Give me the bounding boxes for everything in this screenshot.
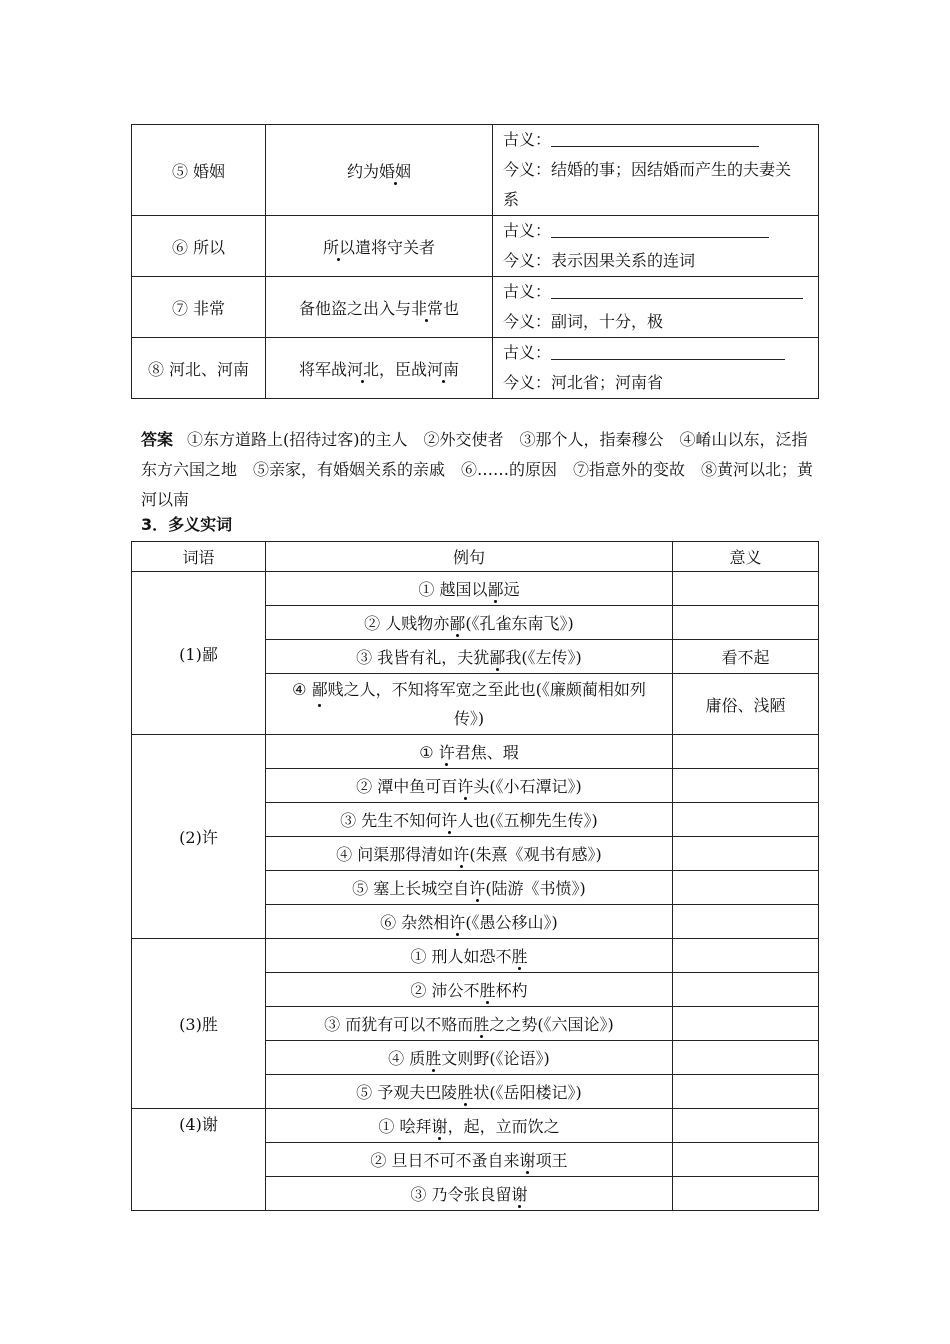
example-text: 沛公不: [431, 981, 480, 1000]
meaning-cell: [493, 125, 819, 216]
item-number: ③: [356, 648, 373, 667]
item-number: ④: [388, 1049, 405, 1068]
emphasized-word: 所以: [323, 235, 355, 258]
example-text: 予观夫巴陵: [377, 1083, 458, 1102]
item-number: ④: [292, 680, 307, 699]
example-text: 贱之人，不知将军宽之至此也(《廉颇蔺相如列: [327, 680, 646, 699]
modern-label: 今义：: [503, 251, 552, 270]
header-word: 词语: [132, 542, 266, 572]
word-cell: (3)胜: [132, 939, 266, 1109]
table-row: [132, 277, 819, 338]
emphasized-word: 鄙: [489, 645, 505, 668]
example-cell: [266, 837, 673, 871]
example-cell: [266, 939, 673, 973]
word-cell: ⑤ 婚姻: [132, 125, 266, 216]
example-text: 备他盗之出入与: [298, 298, 411, 318]
example-cell: [266, 803, 673, 837]
example-text: 而犹有可以不赂而: [345, 1015, 474, 1034]
modern-meaning: 河北省；河南省: [551, 373, 664, 392]
emphasized-word: 许: [469, 876, 485, 899]
example-text: 哙拜: [399, 1117, 432, 1136]
item-number: ②: [356, 777, 373, 796]
ancient-label: 古义：: [503, 343, 552, 362]
example-cell: [266, 1109, 673, 1143]
table-row: [132, 1109, 819, 1143]
example-text: 越国以: [439, 580, 488, 599]
answer-blank: [551, 221, 769, 238]
table-row: [132, 735, 819, 769]
emphasized-word: 鄙: [488, 577, 504, 600]
example-cell: [266, 871, 673, 905]
example-text: 刑人如恐不: [431, 947, 512, 966]
example-text: 约为: [346, 161, 379, 181]
item-number: ②: [410, 981, 427, 1000]
item-number: ③: [410, 1185, 427, 1204]
example-text: 文则野(《论语》): [441, 1049, 550, 1068]
emphasized-word: 谢: [520, 1148, 536, 1171]
modern-meaning: 表示因果关系的连词: [551, 251, 696, 270]
item-number: ⑥: [380, 913, 397, 932]
meaning-cell: [673, 871, 819, 905]
example-text: 杯杓: [495, 981, 528, 1000]
ancient-modern-meaning-table: [131, 124, 819, 399]
example-cell: [266, 216, 493, 277]
word-cell: ⑦ 非常: [132, 277, 266, 338]
header-example: 例句: [266, 542, 673, 572]
meaning-cell: [673, 769, 819, 803]
example-cell: [266, 1007, 673, 1041]
word-cell: (2)许: [132, 735, 266, 939]
example-text: 项王: [535, 1151, 568, 1170]
ancient-label: 古义：: [503, 221, 552, 240]
example-cell: [266, 125, 493, 216]
example-text: 质: [409, 1049, 426, 1068]
example-text: 我(《左传》): [505, 648, 582, 667]
ancient-label: 古义：: [503, 130, 552, 149]
ancient-label: 古义：: [503, 282, 552, 301]
example-text: 问渠那得清如: [357, 845, 454, 864]
modern-meaning-line: [503, 246, 818, 276]
example-cell: [266, 606, 673, 640]
modern-label: 今义：: [503, 312, 552, 331]
meaning-cell: [673, 939, 819, 973]
item-number: ⑤: [352, 879, 369, 898]
meaning-cell: [673, 803, 819, 837]
example-cell: [266, 973, 673, 1007]
example-text: 传》): [453, 709, 485, 728]
meaning-cell: [673, 973, 819, 1007]
modern-meaning: 副词，十分，极: [551, 312, 664, 331]
item-number: ①: [410, 947, 427, 966]
answer-paragraph: [141, 425, 821, 515]
answer-label: 答案: [141, 430, 174, 449]
meaning-cell: [673, 1177, 819, 1211]
emphasized-word: 谢: [512, 1182, 528, 1205]
emphasized-word: 许: [453, 842, 469, 865]
example-cell: [266, 572, 673, 606]
meaning-cell: [493, 277, 819, 338]
example-text: 人也(《五柳先生传》): [457, 811, 598, 830]
emphasized-word: 胜: [425, 1046, 441, 1069]
table-row: [132, 572, 819, 606]
example-text: 遣将守关者: [355, 237, 436, 257]
example-cell: [266, 1177, 673, 1211]
example-text: (《愚公移山》): [465, 913, 558, 932]
item-number: ③: [324, 1015, 341, 1034]
meaning-cell: [673, 1109, 819, 1143]
item-number: ①: [418, 580, 435, 599]
ancient-meaning-line: [503, 338, 818, 368]
example-cell: [266, 769, 673, 803]
table-row: [132, 338, 819, 399]
item-number: ②: [370, 1151, 387, 1170]
meaning-cell: [673, 1075, 819, 1109]
example-text: 人贱物亦: [385, 614, 450, 633]
example-text: ，臣战: [379, 359, 428, 379]
example-text: 旦日不可不蚤自来: [391, 1151, 520, 1170]
example-text: 远: [503, 580, 520, 599]
table-row: [132, 125, 819, 216]
example-text: 乃令张良留: [431, 1185, 512, 1204]
modern-meaning-line-2: 系: [503, 190, 520, 209]
emphasized-word: 婚姻: [379, 159, 411, 182]
polysemy-table: [131, 541, 819, 1211]
header-meaning: 意义: [673, 542, 819, 572]
item-number: ②: [364, 614, 381, 633]
example-text: (陆游《书愤》): [485, 879, 586, 898]
example-text: 将军战: [298, 359, 347, 379]
example-cell: [266, 1075, 673, 1109]
word-cell: (1)鄙: [132, 572, 266, 735]
header-row: [132, 542, 819, 572]
example-text: 之之势(《六国论》): [489, 1015, 614, 1034]
example-cell: [266, 338, 493, 399]
modern-label: 今义：: [503, 160, 552, 179]
modern-meaning-line: [503, 155, 818, 185]
emphasized-word: 鄙: [312, 675, 328, 704]
emphasized-word: 非常: [411, 296, 443, 319]
meaning-cell: [673, 1041, 819, 1075]
item-number: ①: [378, 1117, 395, 1136]
word-cell: ⑧ 河北、河南: [132, 338, 266, 399]
example-cell: [266, 640, 673, 674]
example-text: 杂然相: [401, 913, 450, 932]
item-number: ①: [419, 743, 434, 762]
emphasized-word: 河北: [347, 357, 379, 380]
emphasized-word: 河南: [427, 357, 459, 380]
emphasized-word: 许: [441, 808, 457, 831]
modern-meaning-line: [503, 368, 818, 398]
emphasized-word: 许: [457, 774, 473, 797]
word-cell: (4)谢: [132, 1109, 266, 1211]
meaning-cell: [673, 572, 819, 606]
example-text: 君焦、瑕: [454, 743, 519, 762]
meaning-cell: [673, 735, 819, 769]
example-text: (《孔雀东南飞》): [465, 614, 574, 633]
modern-meaning-line: [503, 307, 818, 337]
item-number: ③: [340, 811, 357, 830]
example-text: ，起，立而饮之: [447, 1117, 560, 1136]
ancient-meaning-line: [503, 277, 818, 307]
example-text: 潭中鱼可百: [377, 777, 458, 796]
emphasized-word: 许: [449, 910, 465, 933]
meaning-cell: [673, 837, 819, 871]
meaning-cell: [673, 1143, 819, 1177]
example-text: (朱熹《观书有感》): [469, 845, 602, 864]
meaning-cell: [673, 606, 819, 640]
answer-blank: [551, 343, 785, 360]
example-text: 也: [443, 298, 460, 318]
meaning-cell: [673, 1007, 819, 1041]
meaning-cell: [493, 338, 819, 399]
word-cell: ⑥ 所以: [132, 216, 266, 277]
table-row: [132, 216, 819, 277]
modern-meaning: 结婚的事；因结婚而产生的夫妻关: [551, 160, 792, 179]
table-row: [132, 939, 819, 973]
emphasized-word: 胜: [473, 1012, 489, 1035]
ancient-meaning-line: [503, 125, 818, 155]
emphasized-word: 谢: [432, 1114, 448, 1137]
item-number: ⑤: [356, 1083, 373, 1102]
example-cell: [266, 905, 673, 939]
meaning-cell: [673, 905, 819, 939]
ancient-meaning-line: [503, 216, 818, 246]
example-cell: [266, 735, 673, 769]
answer-blank: [551, 130, 759, 147]
section-heading: 3．多义实词: [141, 515, 233, 534]
emphasized-word: 胜: [480, 978, 496, 1001]
meaning-cell: [493, 216, 819, 277]
example-cell: [266, 1143, 673, 1177]
example-cell: [266, 1041, 673, 1075]
emphasized-word: 胜: [512, 944, 528, 967]
example-text: 我皆有礼，夫犹: [377, 648, 490, 667]
meaning-cell: 看不起: [673, 640, 819, 674]
emphasized-word: 鄙: [449, 611, 465, 634]
item-number: ④: [336, 845, 353, 864]
emphasized-word: 许: [439, 740, 455, 763]
example-text: 头(《小石潭记》): [473, 777, 582, 796]
emphasized-word: 胜: [457, 1080, 473, 1103]
example-cell: [266, 277, 493, 338]
example-cell: [266, 674, 673, 735]
answer-blank: [551, 282, 803, 299]
answer-text: ①东方道路上(招待过客)的主人 ②外交使者 ③那个人，指秦穆公 ④崤山以东，泛指东方六国之地 ⑤亲家，有婚姻关系的亲戚 ⑥……的原因 ⑦指意外的变故 ⑧黄河以北；黄河以南: [141, 430, 814, 509]
meaning-cell: 庸俗、浅陋: [673, 674, 819, 735]
modern-label: 今义：: [503, 373, 552, 392]
example-text: 先生不知何: [361, 811, 442, 830]
example-text: 塞上长城空自: [373, 879, 470, 898]
example-text: 状(《岳阳楼记》): [473, 1083, 582, 1102]
